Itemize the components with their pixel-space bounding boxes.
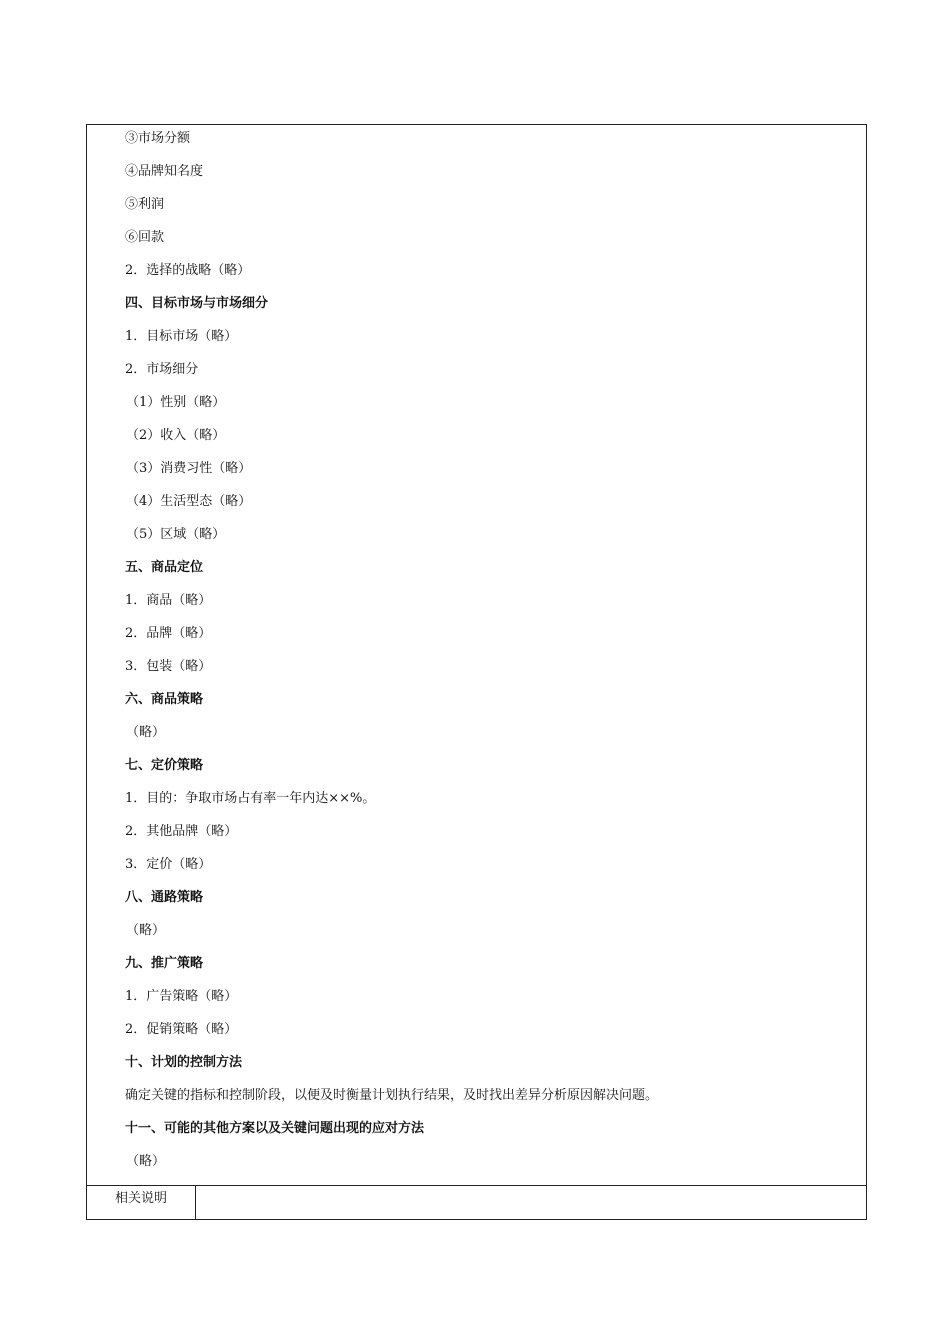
content-line: 1．商品（略）: [125, 593, 212, 608]
content-line: （5）区域（略）: [126, 527, 226, 542]
section-heading: 九、推广策略: [125, 956, 204, 971]
content-line: 3．定价（略）: [125, 857, 212, 872]
content-line: 确定关键的指标和控制阶段，以便及时衡量计划执行结果，及时找出差异分析原因解决问题。: [125, 1088, 659, 1103]
content-line: 3．包装（略）: [125, 659, 212, 674]
content-line: （略）: [126, 923, 166, 938]
section-heading: 六、商品策略: [125, 692, 204, 707]
section-heading: 四、目标市场与市场细分: [125, 296, 269, 311]
section-heading: 五、商品定位: [125, 560, 204, 575]
footer-label: 相关说明: [87, 1185, 196, 1219]
content-line: （4）生活型态（略）: [126, 494, 252, 509]
content-line: （略）: [126, 1154, 166, 1169]
content-line: ⑤利润: [125, 197, 165, 212]
content-line: 1．目标市场（略）: [125, 329, 238, 344]
section-heading: 七、定价策略: [125, 758, 204, 773]
content-line: 2．选择的战略（略）: [125, 263, 251, 278]
content-line: （略）: [126, 725, 166, 740]
footer-row: [87, 1185, 866, 1219]
content-cell: [87, 125, 866, 1186]
content-line: 2．品牌（略）: [125, 626, 212, 641]
content-line: 2．其他品牌（略）: [125, 824, 238, 839]
footer-value-cell: [196, 1185, 866, 1219]
content-line: 2．促销策略（略）: [125, 1022, 238, 1037]
content-line: 1．广告策略（略）: [125, 989, 238, 1004]
document-table: [86, 124, 867, 1220]
content-line: ⑥回款: [125, 230, 165, 245]
section-heading: 十一、可能的其他方案以及关键问题出现的应对方法: [125, 1121, 425, 1136]
content-line: （2）收入（略）: [126, 428, 226, 443]
content-line: 1．目的：争取市场占有率一年内达××%。: [125, 791, 376, 806]
section-heading: 八、通路策略: [125, 890, 204, 905]
content-line: 2．市场细分: [125, 362, 199, 377]
content-line: ③市场分额: [125, 131, 191, 146]
section-heading: 十、计划的控制方法: [125, 1055, 243, 1070]
content-line: （1）性别（略）: [126, 395, 226, 410]
content-line: ④品牌知名度: [125, 164, 204, 179]
content-line: （3）消费习性（略）: [126, 461, 252, 476]
